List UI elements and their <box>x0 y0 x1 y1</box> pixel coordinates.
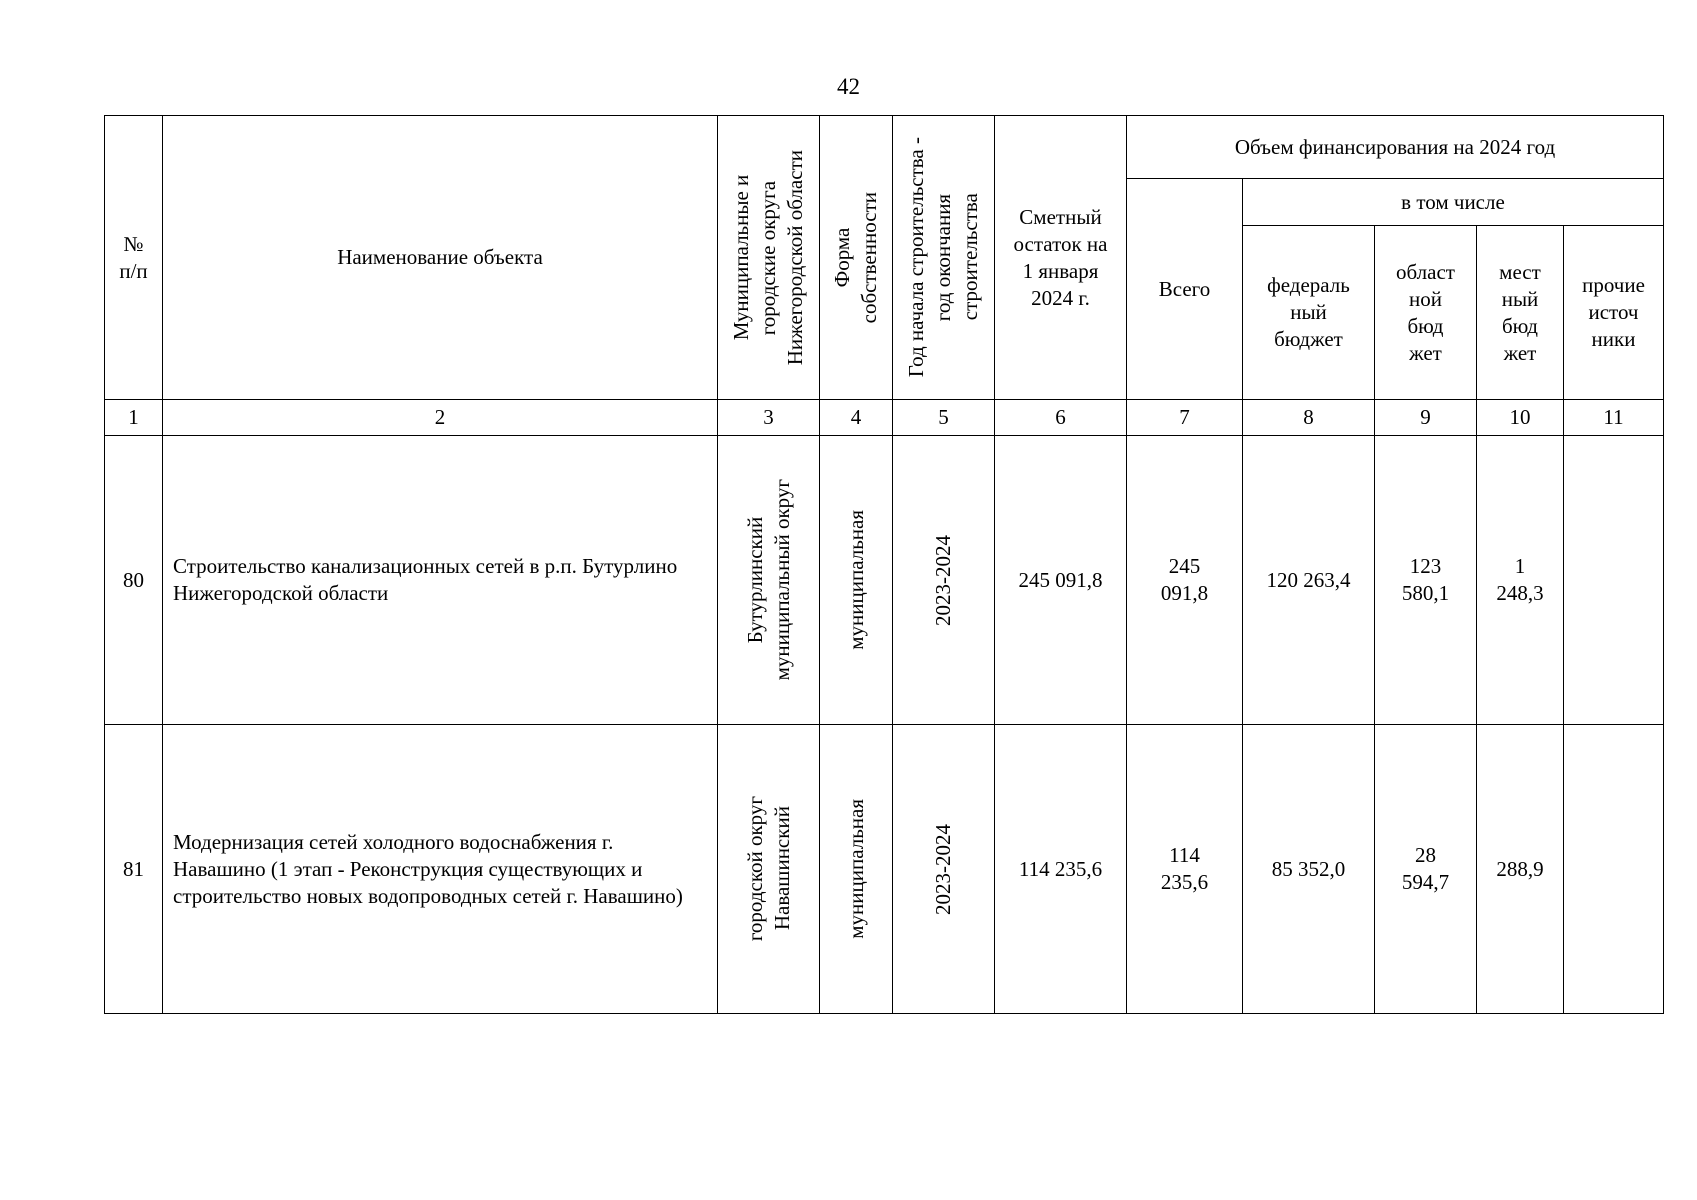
header-ownership <box>820 116 893 400</box>
header-total: Всего <box>1127 179 1243 400</box>
header-local: мест ный бюд жет <box>1477 226 1564 400</box>
ownership-cell <box>820 436 893 725</box>
header-municipality <box>718 116 820 400</box>
years-cell <box>893 436 995 725</box>
column-number-row <box>105 400 1664 436</box>
header-financing-group: Объем финансирования на 2024 год <box>1127 116 1664 179</box>
column-number: 3 <box>718 400 820 436</box>
ownership-text: муниципальная <box>843 510 868 650</box>
total-cell: 114 235,6 <box>1127 725 1243 1014</box>
local-cell: 1 248,3 <box>1477 436 1564 725</box>
financing-table <box>104 115 1664 1014</box>
column-number: 2 <box>163 400 718 436</box>
other-cell <box>1564 436 1664 725</box>
municipality-text: городской округ Навашинский <box>742 796 794 942</box>
years-cell <box>893 725 995 1014</box>
regional-cell: 28 594,7 <box>1375 725 1477 1014</box>
column-number: 1 <box>105 400 163 436</box>
local-cell: 288,9 <box>1477 725 1564 1014</box>
column-number: 7 <box>1127 400 1243 436</box>
header-federal: федераль ный бюджет <box>1243 226 1375 400</box>
years-text: 2023-2024 <box>931 823 955 915</box>
header-years-text: Год начала строительства - год окончания строительства <box>904 137 982 378</box>
other-cell <box>1564 725 1664 1014</box>
regional-cell: 123 580,1 <box>1375 436 1477 725</box>
remainder-cell: 114 235,6 <box>995 725 1127 1014</box>
column-number: 9 <box>1375 400 1477 436</box>
header-years <box>893 116 995 400</box>
column-number: 4 <box>820 400 893 436</box>
table-row <box>105 725 1664 1014</box>
object-name: Строительство канализационных сетей в р.п. Бутурлино Нижегородской области <box>163 436 718 725</box>
header-remainder: Сметный остаток на 1 января 2024 г. <box>995 116 1127 400</box>
column-number: 6 <box>995 400 1127 436</box>
header-object-name: Наименование объекта <box>163 116 718 400</box>
header-other: прочие источ ники <box>1564 226 1664 400</box>
row-number: 80 <box>105 436 163 725</box>
federal-cell: 120 263,4 <box>1243 436 1375 725</box>
total-cell: 245 091,8 <box>1127 436 1243 725</box>
page-number: 42 <box>837 74 860 99</box>
municipality-text: Бутурлинский муниципальный округ <box>742 479 794 681</box>
column-number: 11 <box>1564 400 1664 436</box>
table-row <box>105 436 1664 725</box>
row-number: 81 <box>105 725 163 1014</box>
header-number: № п/п <box>105 116 163 400</box>
header-ownership-text: Форма собственности <box>830 191 881 324</box>
federal-cell: 85 352,0 <box>1243 725 1375 1014</box>
ownership-text: муниципальная <box>843 799 868 939</box>
column-number: 8 <box>1243 400 1375 436</box>
municipality-cell <box>718 436 820 725</box>
header-including: в том числе <box>1243 179 1664 226</box>
remainder-cell: 245 091,8 <box>995 436 1127 725</box>
header-municipality-text: Муниципальные и городские округа Нижегородской области <box>729 149 807 366</box>
header-regional: област ной бюд жет <box>1375 226 1477 400</box>
column-number: 5 <box>893 400 995 436</box>
object-name: Модернизация сетей холодного водоснабжения г. Навашино (1 этап - Реконструкция существующих и строительство новых водопроводных сетей г. Навашино) <box>163 725 718 1014</box>
column-number: 10 <box>1477 400 1564 436</box>
municipality-cell <box>718 725 820 1014</box>
ownership-cell <box>820 725 893 1014</box>
years-text: 2023-2024 <box>931 534 955 626</box>
